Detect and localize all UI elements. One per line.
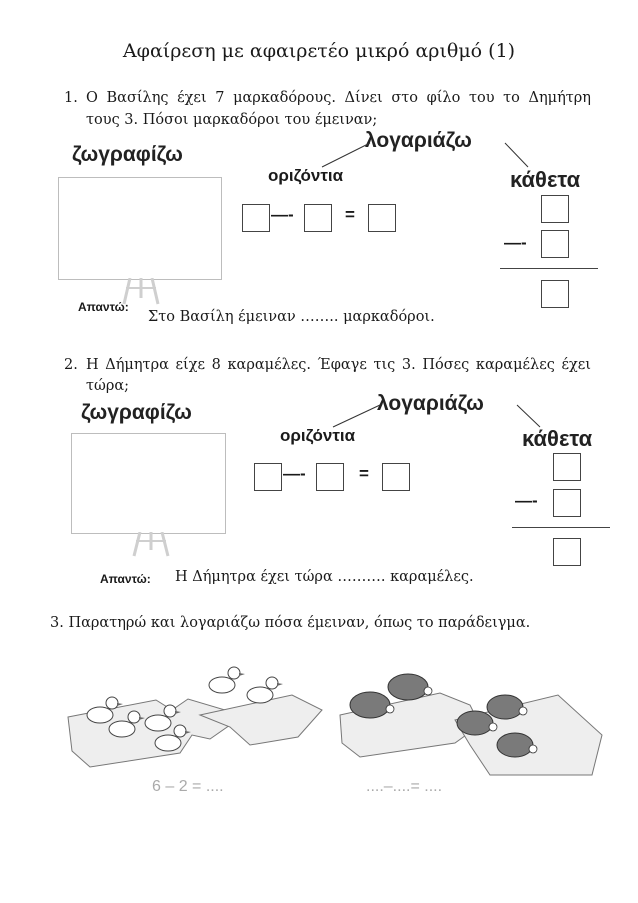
horizontal-label-2: οριζόντια — [280, 426, 356, 445]
answer-text-2: Η Δήμητρα έχει τώρα ………. καραμέλες. — [175, 569, 474, 585]
question-2-number: 2. — [64, 357, 78, 373]
vertical-label-1: κάθετα — [510, 167, 581, 192]
calc-heading-1: λογαριάζω — [365, 129, 472, 152]
question-1-line-1: Ο Βασίλης έχει 7 μαρκαδόρους. Δίνει στο φίλο του το Δημήτρη — [86, 90, 591, 106]
horizontal-label-1: οριζόντια — [268, 166, 344, 185]
answer-label-1: Απαντώ: — [78, 300, 129, 314]
question-2-line-1: Η Δήμητρα είχε 8 καραμέλες. Έφαγε τις 3. Πόσες καραμέλες έχει — [86, 357, 591, 373]
answer-text-1: Στο Βασίλη έμειναν …….. μαρκαδόροι. — [148, 309, 435, 325]
question-2-line-2: τώρα; — [86, 378, 130, 394]
draw-heading-2: ζωγραφίζω — [81, 401, 192, 424]
vertical-subtrahend-box-2[interactable] — [553, 489, 581, 517]
hedgehogs-puzzle-illustration — [330, 665, 620, 780]
horizontal-minus-1: —- — [271, 205, 294, 224]
page-title: Αφαίρεση με αφαιρετέο μικρό αριθμό (1) — [122, 40, 516, 62]
drawing-board-2[interactable] — [71, 433, 226, 534]
easel-legs-icon — [130, 532, 172, 558]
vertical-minuend-box-2[interactable] — [553, 453, 581, 481]
vertical-label-2: κάθετα — [522, 426, 593, 451]
question-1-number: 1. — [64, 90, 78, 106]
horizontal-equals-1: = — [345, 205, 355, 224]
example-equation: 6 – 2 = .... — [152, 778, 224, 795]
horizontal-minuend-box-2[interactable] — [254, 463, 282, 491]
draw-heading-1: ζωγραφίζω — [72, 143, 183, 166]
vertical-minus-1: —- — [504, 233, 527, 252]
calc-heading-2: λογαριάζω — [377, 392, 484, 415]
question-1-line-2: τους 3. Πόσοι μαρκαδόροι του έμειναν; — [86, 112, 378, 128]
horizontal-minus-2: —- — [283, 464, 306, 483]
answer-label-2: Απαντώ: — [100, 572, 151, 586]
horizontal-equals-2: = — [359, 464, 369, 483]
vertical-result-line-2 — [512, 527, 610, 528]
vertical-result-box-2[interactable] — [553, 538, 581, 566]
ducks-puzzle-illustration — [60, 655, 330, 780]
horizontal-result-box-2[interactable] — [382, 463, 410, 491]
exercise-equation[interactable]: ....–....= .... — [366, 778, 443, 795]
vertical-minus-2: —- — [515, 491, 538, 510]
question-3-text: 3. Παρατηρώ και λογαριάζω πόσα έμειναν, όπως το παράδειγμα. — [50, 615, 531, 631]
horizontal-subtrahend-box-2[interactable] — [316, 463, 344, 491]
